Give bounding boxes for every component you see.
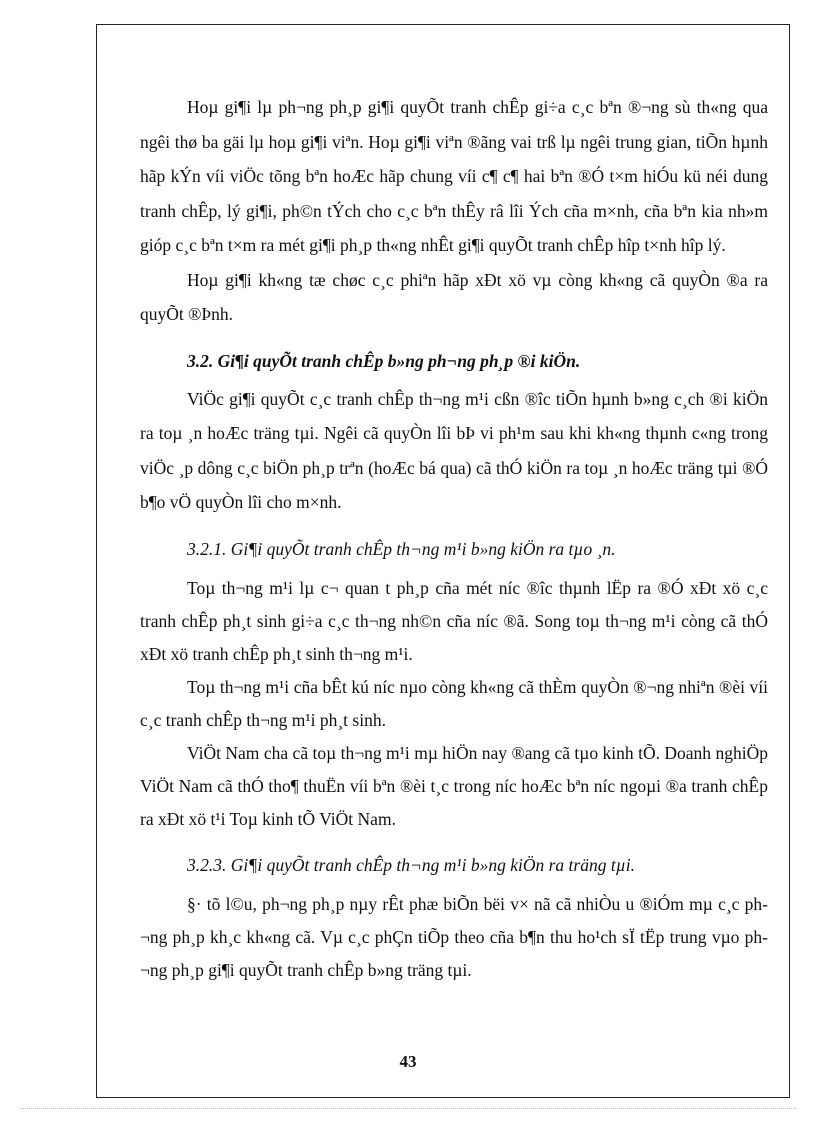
paragraph-litigation-intro: ViÖc gi¶i quyÕt c¸c tranh chÊp th¬ng m¹i cßn ®îc tiÕn hµnh b»ng c¸ch ®i kiÖn ra toµ ¸n hoÆc träng tµi. Ngêi cã quyÒn lîi bÞ vi ph¹m sau khi kh«ng thµnh c«ng trong viÖc ¸p dông c¸c biÖn ph¸p trªn (hoÆc bá qua) cã thÓ kiÖn ra toµ ¸n hoÆc träng tµi ®Ó b¶o vÖ quyÒn lîi cho m×nh. <box>140 388 768 512</box>
paragraph-court-jurisdiction: Toµ th¬ng m¹i cña bÊt kú níc nµo còng kh«ng cã thÈm quyÒn ®¬ng nhiªn ®èi víi c¸c tranh chÊp th¬ng m¹i ph¸t sinh. <box>140 676 768 730</box>
document-body <box>140 90 768 987</box>
page-number: 43 <box>399 1052 417 1071</box>
paragraph-mediation-limits: Hoµ gi¶i kh«ng tæ chøc c¸c phiªn hãp xÐt xö vµ còng kh«ng cã quyÒn ®a ra quyÕt ®Þnh. <box>140 269 768 324</box>
subsection-heading-3-2-3: 3.2.3. Gi¶i quyÕt tranh chÊp th¬ng m¹i b»ng kiÖn ra träng tµi. <box>187 854 636 875</box>
footer-dotted-rule <box>20 1108 796 1109</box>
paragraph-mediation-definition: Hoµ gi¶i lµ ph¬ng ph¸p gi¶i quyÕt tranh chÊp gi÷a c¸c bªn ®¬ng sù th«ng qua ngêi thø ba gäi lµ hoµ gi¶i viªn. Hoµ gi¶i viªn ®ãng vai trß lµ ngêi trung gian, tiÕn hµnh hãp kÝn víi viÖc tõng bªn hoÆc hãp chung víi c¶ c¶ hai bªn ®Ó t×m hiÓu kü néi dung tranh chÊp, lý gi¶i, ph©n tÝch cho c¸c bªn thÊy râ lîi Ých cña m×nh, cña bªn kia nh»m gióp c¸c bªn t×m ra mét gi¶i ph¸p th«ng nhÊt gi¶i quyÕt tranh chÊp hîp t×nh hîp lý. <box>140 97 768 255</box>
paragraph-vietnam-court: ViÖt Nam cha cã toµ th¬ng m¹i mµ hiÖn nay ®ang cã tµo kinh tÕ. Doanh nghiÖp ViÖt Nam cã thÓ tho¶ thuËn víi bªn ®èi t¸c trong níc hoÆc bªn níc ngoµi ®a tranh chÊp ra xÐt xö t¹i Toµ kinh tÕ ViÖt Nam. <box>140 742 768 829</box>
subsection-heading-3-2-1: 3.2.1. Gi¶i quyÕt tranh chÊp th¬ng m¹i b»ng kiÖn ra tµo ¸n. <box>187 538 616 559</box>
paragraph-arbitration-intro: §· tõ l©u, ph¬ng ph¸p nµy rÊt phæ biÕn bëi v× nã cã nhiÒu u ®iÓm mµ c¸c ph¬ng ph¸p kh¸c kh«ng cã. Vµ c¸c phÇn tiÕp theo cña b¶n thu ho¹ch sÏ tËp trung vµo ph¬ng ph¸p gi¶i quyÕt tranh chÊp b»ng träng tµi. <box>140 893 768 980</box>
paragraph-commercial-court: Toµ th¬ng m¹i lµ c¬ quan t ph¸p cña mét níc ®îc thµnh lËp ra ®Ó xÐt xö c¸c tranh chÊp ph¸t sinh gi÷a c¸c th¬ng nh©n cña níc ®ã. Song toµ th¬ng m¹i còng cã thÓ xÐt xö tranh chÊp ph¸t sinh th¬ng m¹i. <box>140 577 768 664</box>
section-heading-3-2: 3.2. Gi¶i quyÕt tranh chÊp b»ng ph¬ng ph¸p ®i kiÖn. <box>187 350 581 371</box>
